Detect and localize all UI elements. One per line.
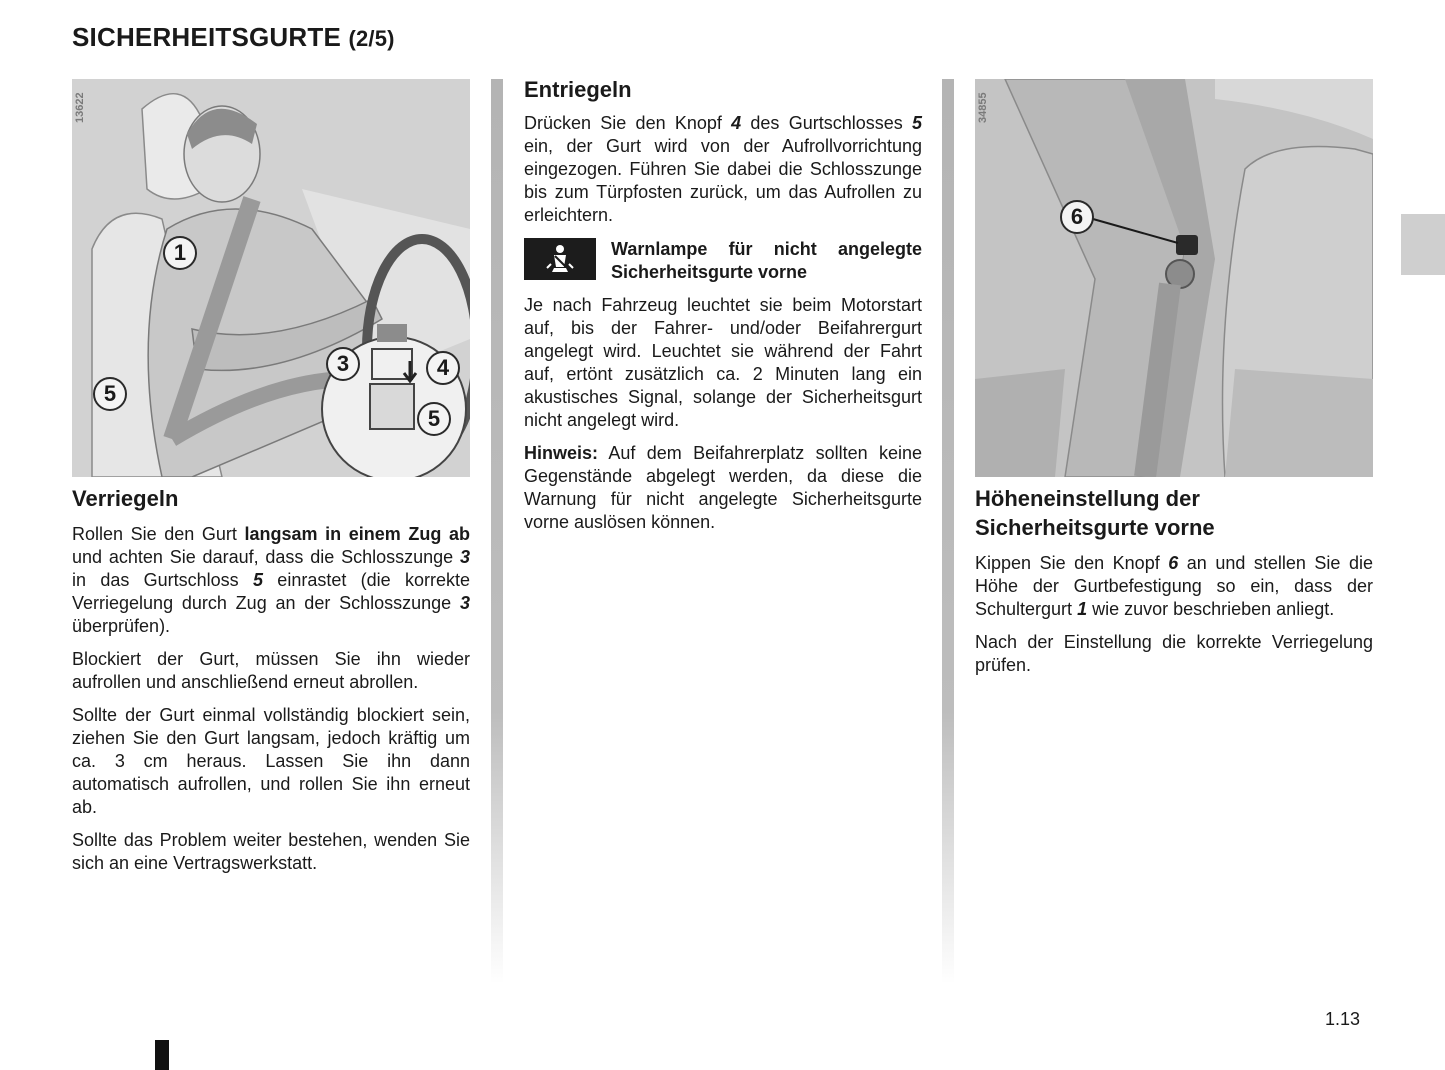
text-segment: des Gurtschlosses	[741, 113, 912, 133]
callout-1: 1	[163, 236, 197, 270]
heading-hoeheneinstellung: Höheneinstellung der Sicherheitsgurte vorne	[975, 486, 1215, 540]
paragraph-verriegeln-1	[72, 523, 470, 638]
page-number: 1.13	[1325, 1009, 1361, 1029]
text-segment: 5	[911, 113, 922, 133]
text-segment: Drücken Sie den Knopf	[524, 113, 732, 133]
column-verriegeln	[72, 79, 470, 875]
column-entriegeln	[524, 75, 922, 534]
figure-belt-height-adjuster	[975, 79, 1373, 477]
paragraph-hoehe-2: Nach der Einstellung die korrekte Verriegelung prüfen.	[975, 632, 1373, 675]
seatbelt-warning-icon	[524, 238, 596, 280]
page-title-part: (2/5)	[348, 26, 395, 51]
warning-lamp-title: Warnlampe für nicht angelegte Sicherheitsgurte vorne	[611, 239, 922, 282]
page-title-main: SICHERHEITSGURTE	[72, 22, 342, 52]
paragraph-verriegeln-4: Sollte das Problem weiter bestehen, wenden Sie sich an eine Vertragswerkstatt.	[72, 830, 470, 873]
text-segment: einrastet (die korrekte Verriegelung durch Zug an der Schlosszunge	[72, 570, 470, 613]
column-hoeheneinstellung	[975, 79, 1373, 677]
text-segment: 5	[252, 570, 263, 590]
text-segment: an und stellen Sie die Höhe der Gurtbefestigung so ein, dass der Schultergurt	[975, 553, 1373, 619]
chapter-tab	[1401, 214, 1445, 275]
paragraph-verriegeln-2: Blockiert der Gurt, müssen Sie ihn wieder aufrollen und anschließend erneut abrollen.	[72, 649, 470, 692]
driver-seatbelt-illustration	[72, 79, 470, 477]
belt-height-adjuster-illustration	[975, 79, 1373, 477]
figure-reference-number: 34855	[977, 92, 989, 124]
figure-reference-number: 13622	[74, 92, 86, 124]
text-segment: 4	[731, 113, 742, 133]
paragraph-hoehe-1	[975, 552, 1373, 621]
print-mark	[155, 1040, 169, 1070]
note-label: Hinweis:	[524, 443, 599, 463]
text-segment: Rollen Sie den Gurt	[72, 524, 245, 544]
heading-verriegeln: Verriegeln	[72, 486, 179, 511]
text-segment: in das Gurtschloss	[72, 570, 253, 590]
paragraph-entriegeln-2: Je nach Fahrzeug leuchtet sie beim Motorstart auf, bis der Fahrer- und/oder Beifahrergurt angelegt wird. Leuchtet sie während der Fahrt auf, ertönt zusätzlich ca. 2 Minuten lang ein akustisches Signal, solange der Sicherheitsgurt nicht angelegt wird.	[524, 295, 922, 430]
heading-entriegeln: Entriegeln	[524, 77, 632, 102]
text-segment: Kippen Sie den Knopf	[975, 553, 1169, 573]
text-segment: 3	[459, 593, 470, 613]
paragraph-verriegeln-3: Sollte der Gurt einmal vollständig blockiert sein, ziehen Sie den Gurt langsam, jedoch kräftig um ca. 3 cm heraus. Lassen Sie ihn dann automatisch aufrollen, und rollen Sie ihn erneut ab.	[72, 705, 470, 817]
callout-3: 3	[326, 347, 360, 381]
text-segment: langsam in einem Zug ab	[244, 524, 471, 544]
callout-5-left: 5	[93, 377, 127, 411]
note-text: Auf dem Beifahrerplatz sollten keine Gegenstände abgelegt werden, da diese die Warnung für nicht angelegte Sicherheitsgurte vorne auslösen können.	[524, 443, 922, 532]
text-segment: 3	[459, 547, 470, 567]
page-title	[72, 22, 395, 53]
paragraph-hinweis	[524, 442, 922, 534]
text-segment: 6	[1168, 553, 1179, 573]
text-segment: 1	[1077, 599, 1088, 619]
callout-4: 4	[426, 351, 460, 385]
column-divider-right	[942, 79, 954, 984]
text-segment: überprüfen).	[72, 616, 171, 636]
text-segment: wie zuvor beschrieben anliegt.	[1087, 599, 1335, 619]
callout-5-inset: 5	[417, 402, 451, 436]
figure-driver-seatbelt	[72, 79, 470, 477]
column-divider-left	[491, 79, 503, 984]
text-segment: und achten Sie darauf, dass die Schlosszunge	[72, 547, 460, 567]
warning-lamp-box	[524, 238, 922, 284]
paragraph-entriegeln-1	[524, 112, 922, 227]
callout-6: 6	[1060, 200, 1094, 234]
text-segment: ein, der Gurt wird von der Aufrollvorrichtung eingezogen. Führen Sie dabei die Schlosszunge bis zum Türpfosten zurück, um das Aufrollen zu erleichtern.	[524, 136, 922, 225]
